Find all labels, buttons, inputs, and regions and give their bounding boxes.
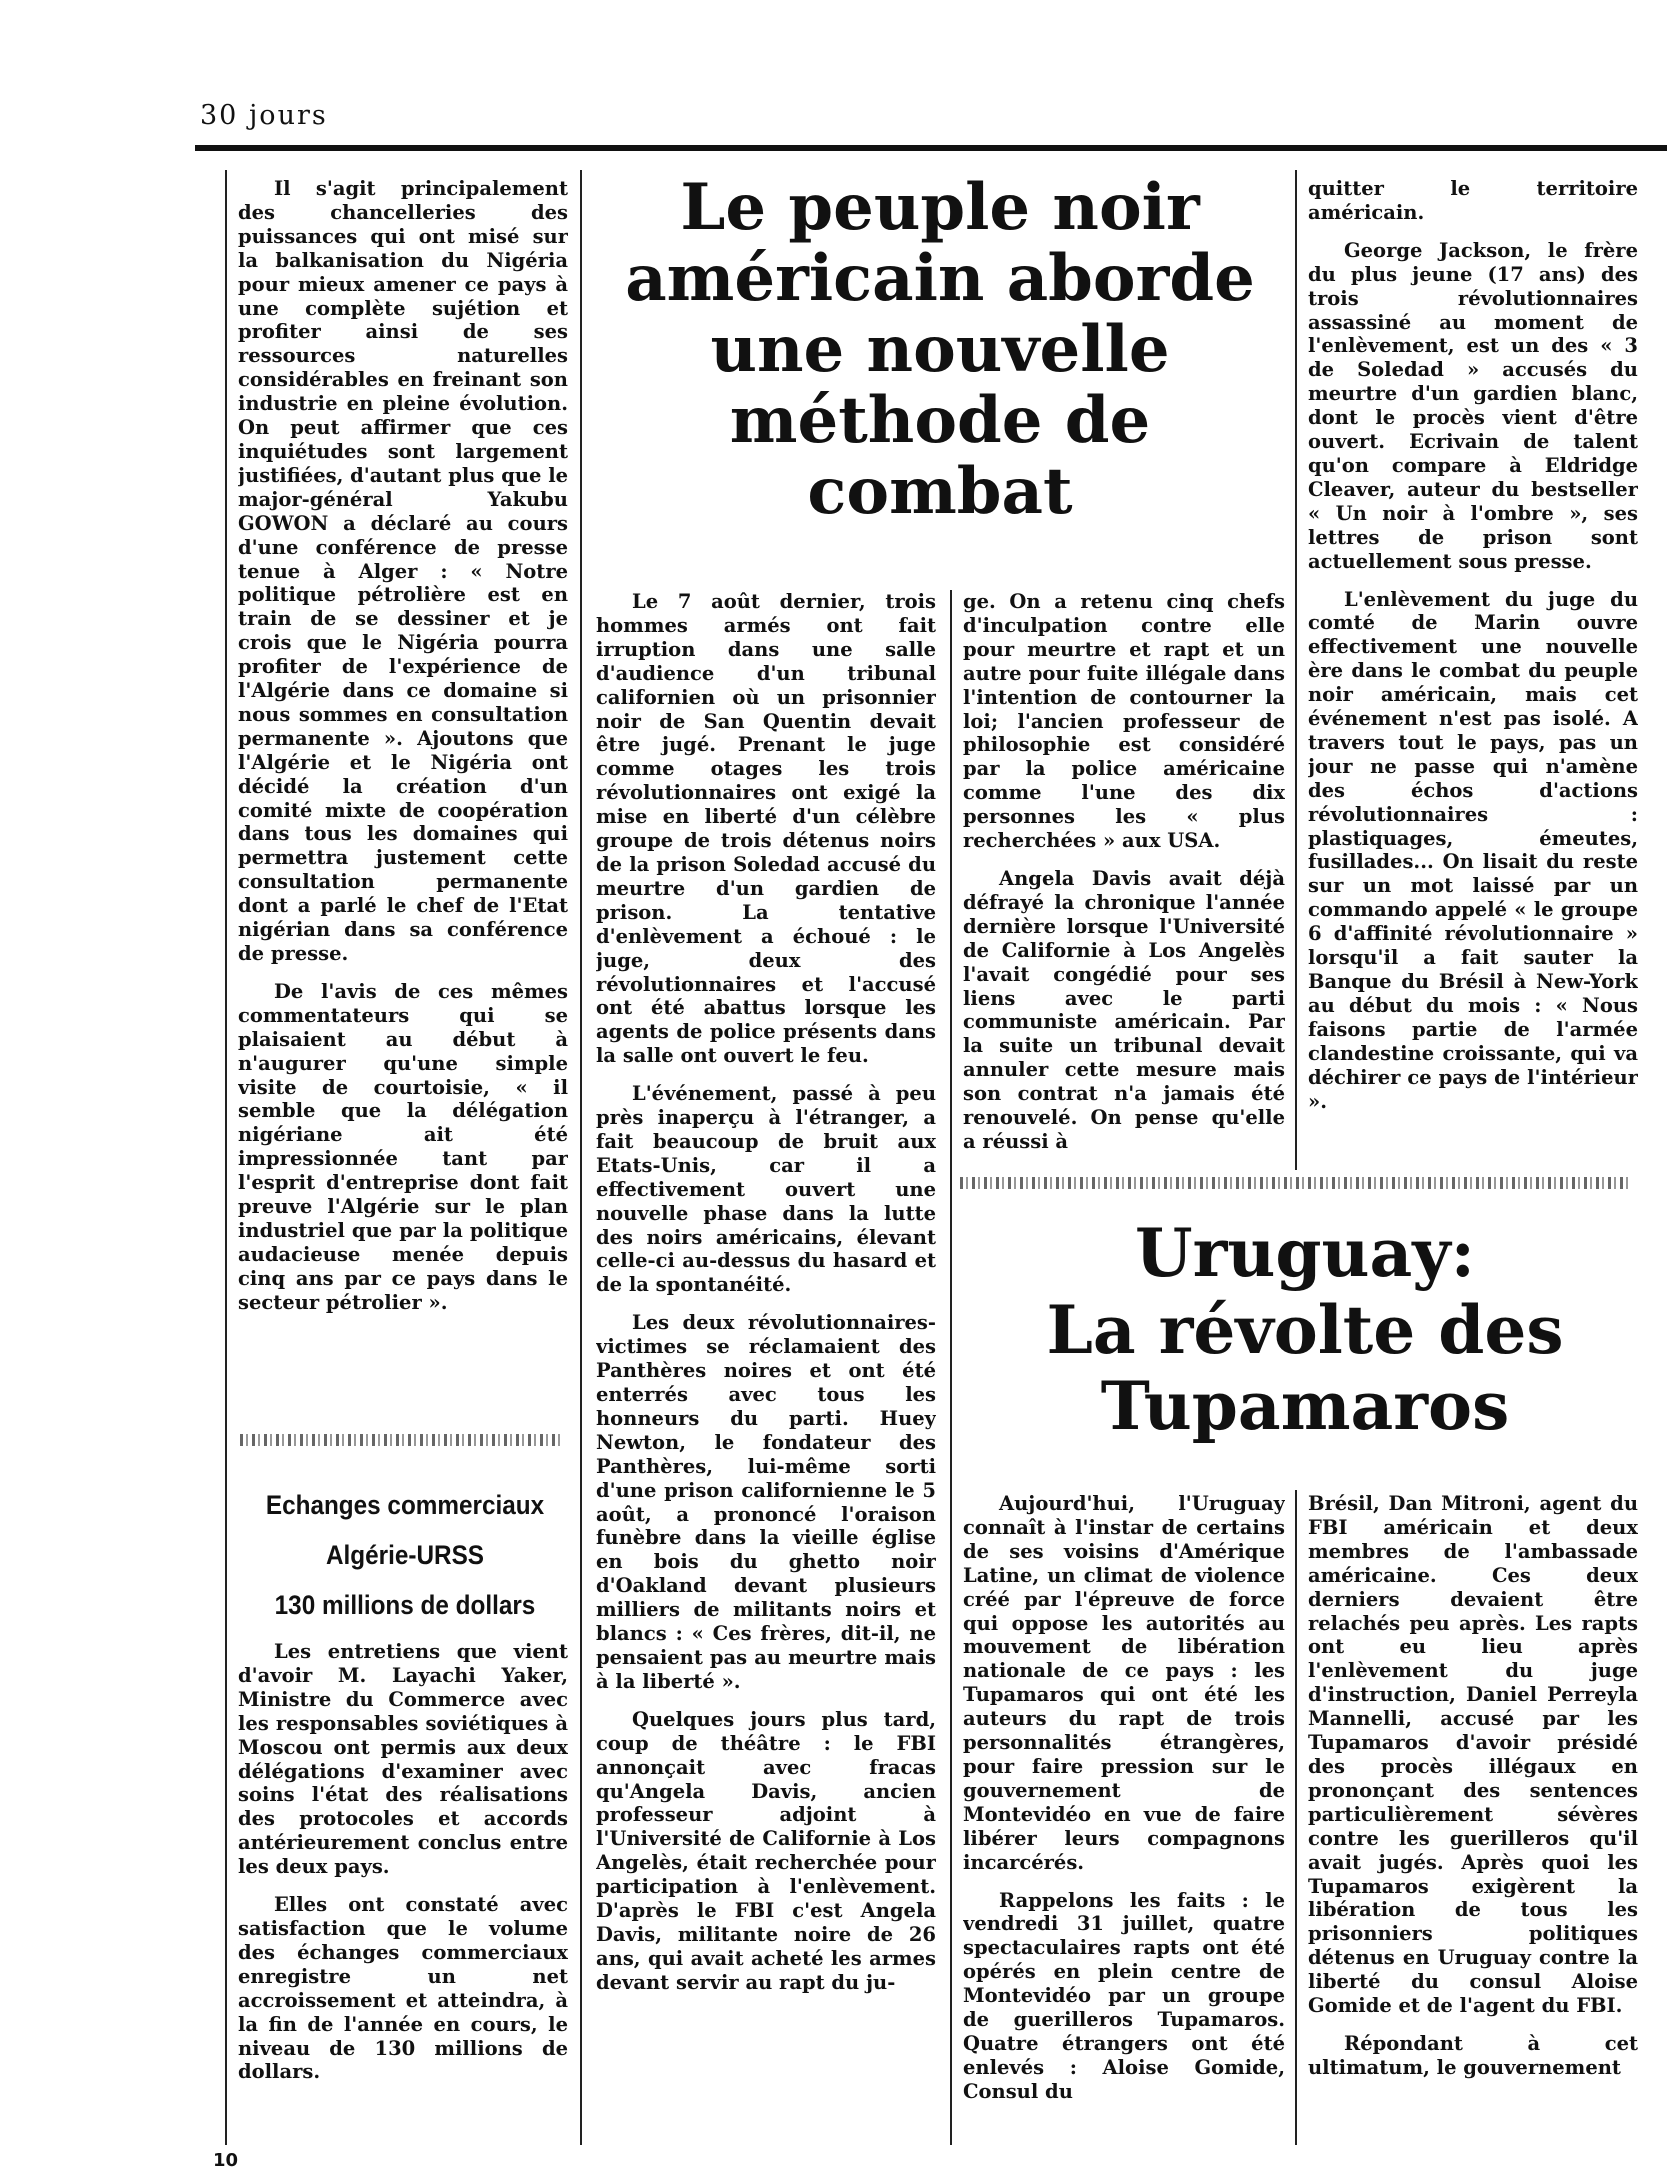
article-paragraph: De l'avis de ces mêmes commentateurs qui se plaisaient au début à n'augurer qu'une simple visite de courtoisie, « il semble que la délégation nigériane ait été impressionnée tant par l'esprit d'entreprise dont fait preuve l'Algérie sur le plan industriel que par la politique audacieuse menée depuis cinq ans par ce pays dans le secteur pétrolier ». — [238, 979, 568, 1314]
peuple-noir-column-2 — [963, 590, 1285, 1162]
article-paragraph: Il s'agit principalement des chancelleries des puissances qui ont misé sur la balkanisation du Nigéria pour mieux amener ce pays à une complète sujétion et profiter ainsi de ses ressources naturelles considérables en freinant son industrie en pleine évolution. On peut affirmer que ces inquiétudes sont largement justifiées, d'autant plus que le major-général Yakubu GOWON a déclaré au cours d'une conférence de presse tenue à Alger : « Notre politique pétrolière est en train de se dessiner et je crois que le Nigéria pourra profiter de l'expérience de l'Algérie dans ce domaine si nous sommes en consultation permanente ». Ajoutons que l'Algérie et le Nigéria ont décidé la création d'un comité mixte de coopération dans tous les domaines qui permettra justement cette consultation permanente dont a parlé le chef de l'Etat nigérian dans sa conférence de presse. — [238, 177, 568, 965]
headline-line: La révolte des — [1046, 1290, 1564, 1369]
peuple-noir-headline — [590, 170, 1290, 530]
section-separator — [240, 1434, 560, 1446]
section-header: 30 jours — [200, 100, 328, 131]
article-paragraph: Quelques jours plus tard, coup de théâtre : le FBI annonçait avec fracas qu'Angela Davis, ancien professeur adjoint à l'Université de Californie à Los Angelès, était recherchée pour participation à l'enlèvement. D'après le FBI c'est Angela Davis, militante noire de 26 ans, qui avait acheté les armes devant servir au rapt du ju- — [596, 1707, 936, 1994]
article-paragraph: Brésil, Dan Mitroni, agent du FBI américain et deux membres de l'ambassade américaine. Ces deux derniers devaient être relachés peu après. Les rapts ont eu lieu après l'enlèvement du juge d'instruction, Daniel Perreyla Mannelli, accusé par les Tupamaros d'avoir présidé des procès illégaux en prononçant des sentences particulièrement sévères contre les guerilleros qu'il avait jugés. Après quoi les Tupamaros exigèrent la libération de tous les prisonniers politiques détenus en Uruguay contre la liberté du consul Aloise Gomide et de l'agent du FBI. — [1308, 1492, 1638, 2018]
column-divider — [950, 590, 952, 2145]
article-paragraph: George Jackson, le frère du plus jeune (17 ans) des trois révolutionnaires assassiné au moment de l'enlèvement, est un des « 3 de Soledad » accusés du meurtre d'un gardien blanc, dont le procès vient d'être ouvert. Ecrivain de talent qu'on compare à Eldridge Cleaver, auteur du bestseller « Un noir à l'ombre », ses lettres de prison sont actuellement sous presse. — [1308, 238, 1638, 573]
column-divider — [580, 170, 582, 2145]
article-paragraph: Angela Davis avait déjà défrayé la chronique l'année dernière lorsque l'Université de Californie à Los Angelès l'avait congédié pour ses liens avec le parti communiste américain. Par la suite un tribunal devait annuler cette mesure mais son contrat n'a jamais été renouvelé. On pense qu'elle a réussi à — [963, 866, 1285, 1153]
headline-line: une nouvelle — [710, 312, 1170, 388]
page-number: 10 — [213, 2150, 239, 2171]
headline-line: Algérie-URSS — [325, 1540, 484, 1570]
headline-line: Le peuple noir — [680, 170, 1200, 245]
headline-line: 130 millions de dollars — [274, 1590, 536, 1620]
peuple-noir-column-1 — [596, 590, 936, 2135]
article-paragraph: Les deux révolutionnaires-victimes se réclamaient des Panthères noires et ont été enterrés avec tous les honneurs du parti. Huey Newton, le fondateur des Panthères, lui-même sorti d'une prison californienne le 5 août, a prononcé l'oraison funèbre dans la vieille église en bois du ghetto noir d'Oakland devant plusieurs milliers de militants noirs et blancs : « Ces frères, dit-il, ne pensaient pas au meurtre mais à la liberté ». — [596, 1311, 936, 1693]
headline-line: Tupamaros — [1100, 1367, 1510, 1446]
peuple-noir-column-3 — [1308, 177, 1638, 1162]
column-divider — [1295, 1490, 1297, 2145]
article-paragraph: Rappelons les faits : le vendredi 31 juillet, quatre spectaculaires rapts ont été opérés en plein centre de Montevidéo par un groupe de guerilleros Tupamaros. Quatre étrangers ont été enlevés : Aloise Gomide, Consul du — [963, 1888, 1285, 2103]
headline-line: Echanges commerciaux — [265, 1490, 545, 1520]
article-paragraph: ge. On a retenu cinq chefs d'inculpation contre elle pour meurtre et rapt et un autre pour fuite illégale dans l'intention de contourner la loi; l'ancien professeur de philosophie est considéré par la police américaine comme l'une des dix personnes les « plus recherchées » aux USA. — [963, 590, 1285, 853]
article-paragraph: L'événement, passé à peu près inaperçu à l'étranger, a fait beaucoup de bruit aux Etats-Unis, car il a effectivement ouvert une nouvelle phase dans la lutte des noirs américains, élevant celle-ci au-dessus du hasard et de la spontanéité. — [596, 1082, 936, 1297]
headline-line: méthode de — [729, 383, 1151, 459]
uruguay-headline — [960, 1215, 1650, 1445]
article-paragraph: Elles ont constaté avec satisfaction que le volume des échanges commerciaux enregistre un net accroissement et atteindra, à la fin de l'année en cours, le niveau de 130 millions de dollars. — [238, 1893, 568, 2084]
uruguay-column-1 — [963, 1492, 1285, 2140]
echanges-headline — [235, 1480, 575, 1630]
header-rule — [195, 145, 1667, 151]
uruguay-column-2 — [1308, 1492, 1638, 2140]
section-separator — [960, 1177, 1630, 1189]
nigeria-article — [238, 177, 568, 1392]
article-paragraph: L'enlèvement du juge du comté de Marin ouvre effectivement une nouvelle ère dans le combat du peuple noir américain, mais cet événement n'est pas isolé. A travers tout le pays, pas un jour ne passe qui n'amène des échos d'actions révolutionnaires : plastiquages, émeutes, fusillades... On lisait du reste sur un mot laissé par un commando appelé « le groupe 6 d'affinité révolutionnaire » lorsqu'il a fait sauter la Banque du Brésil à New-York au début du mois : « Nous faisons partie de l'armée clandestine croissante, qui va déchirer ce pays de l'intérieur ». — [1308, 587, 1638, 1113]
article-paragraph: Le 7 août dernier, trois hommes armés ont fait irruption dans une salle d'audience d'un tribunal californien où un prisonnier noir de San Quentin devait être jugé. Prenant le juge comme otages les trois révolutionnaires ont exigé la mise en liberté d'un célèbre groupe de trois détenus noirs de la prison Soledad accusé du meurtre d'un gardien de prison. La tentative d'enlèvement a échoué : le juge, deux des révolutionnaires et l'accusé ont été abattus lorsque les agents de police présents dans la salle ont ouvert le feu. — [596, 590, 936, 1068]
column-divider — [1295, 170, 1297, 1170]
headline-line: Uruguay: — [1135, 1214, 1475, 1292]
headline-line: américain aborde — [625, 241, 1255, 317]
article-paragraph: quitter le territoire américain. — [1308, 177, 1638, 224]
article-paragraph: Répondant à cet ultimatum, le gouvernement — [1308, 2031, 1638, 2079]
article-paragraph: Aujourd'hui, l'Uruguay connaît à l'instar de certains de ses voisins d'Amérique Latine, un climat de violence créé par l'épreuve de force qui oppose les autorités au mouvement de libération nationale de ce pays : les Tupamaros qui ont été les auteurs du rapt de trois personnalités étrangères, pour faire pression sur le gouvernement de Montevidéo en vue de faire libérer leurs compagnons incarcérés. — [963, 1492, 1285, 1874]
headline-line: combat — [807, 454, 1073, 530]
echanges-article — [238, 1640, 568, 2140]
column-divider — [225, 170, 227, 2145]
article-paragraph: Les entretiens que vient d'avoir M. Layachi Yaker, Ministre du Commerce avec les responsables soviétiques à Moscou ont permis aux deux délégations d'examiner avec soins l'état des réalisations des protocoles et accords antérieurement conclus entre les deux pays. — [238, 1640, 568, 1879]
